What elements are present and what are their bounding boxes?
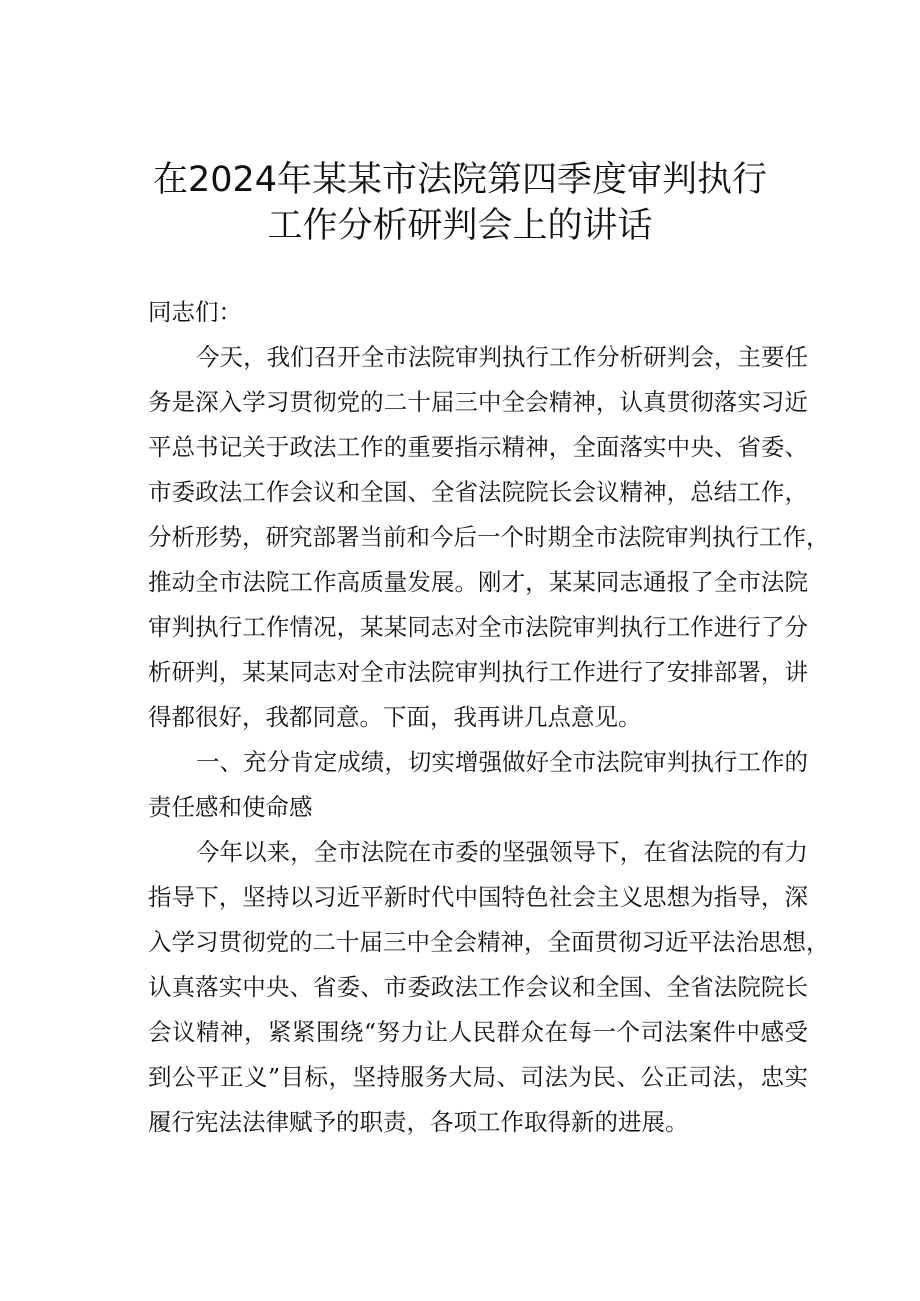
section-1-heading-line: 责任感和使命感	[148, 793, 313, 821]
paragraph-1-line: 推动全市法院工作高质量发展。刚才，某某同志通报了全市法院	[148, 568, 808, 596]
document-title-line-2: 工作分析研判会上的讲话	[267, 206, 653, 246]
paragraph-1-line: 得都很好，我都同意。下面，我再讲几点意见。	[148, 703, 642, 731]
section-1-heading-line: 一、充分肯定成绩，切实增强做好全市法院审判执行工作的	[196, 748, 808, 776]
document-title-line-1: 在2024年某某市法院第四季度审判执行	[152, 160, 768, 200]
paragraph-2-line: 履行宪法法律赋予的职责，各项工作取得新的进展。	[148, 1108, 689, 1136]
paragraph-2-line: 认真落实中央、省委、市委政法工作会议和全国、全省法院院长	[148, 973, 808, 1001]
paragraph-2-line: 指导下，坚持以习近平新时代中国特色社会主义思想为指导，深	[148, 883, 808, 911]
paragraph-1-line: 今天，我们召开全市法院审判执行工作分析研判会，主要任	[196, 343, 808, 371]
paragraph-1-line: 审判执行工作情况，某某同志对全市法院审判执行工作进行了分	[148, 613, 808, 641]
paragraph-2-line: 会议精神，紧紧围绕“努力让人民群众在每一个司法案件中感受	[148, 1018, 808, 1046]
paragraph-2-line: 今年以来，全市法院在市委的坚强领导下，在省法院的有力	[196, 838, 808, 866]
paragraph-1-line: 析研判，某某同志对全市法院审判执行工作进行了安排部署，讲	[148, 658, 808, 686]
paragraph-2-line: 到公平正义”目标，坚持服务大局、司法为民、公正司法，忠实	[148, 1063, 808, 1091]
paragraph-2-line: 入学习贯彻党的二十届三中全会精神，全面贯彻习近平法治思想，	[148, 928, 830, 956]
paragraph-1-line: 平总书记关于政法工作的重要指示精神，全面落实中央、省委、	[148, 433, 808, 461]
salutation: 同志们：	[148, 298, 242, 326]
paragraph-1-line: 分析形势，研究部署当前和今后一个时期全市法院审判执行工作，	[148, 523, 830, 551]
paragraph-1-line: 务是深入学习贯彻党的二十届三中全会精神，认真贯彻落实习近	[148, 388, 808, 416]
paragraph-1-line: 市委政法工作会议和全国、全省法院院长会议精神，总结工作，	[148, 478, 808, 506]
